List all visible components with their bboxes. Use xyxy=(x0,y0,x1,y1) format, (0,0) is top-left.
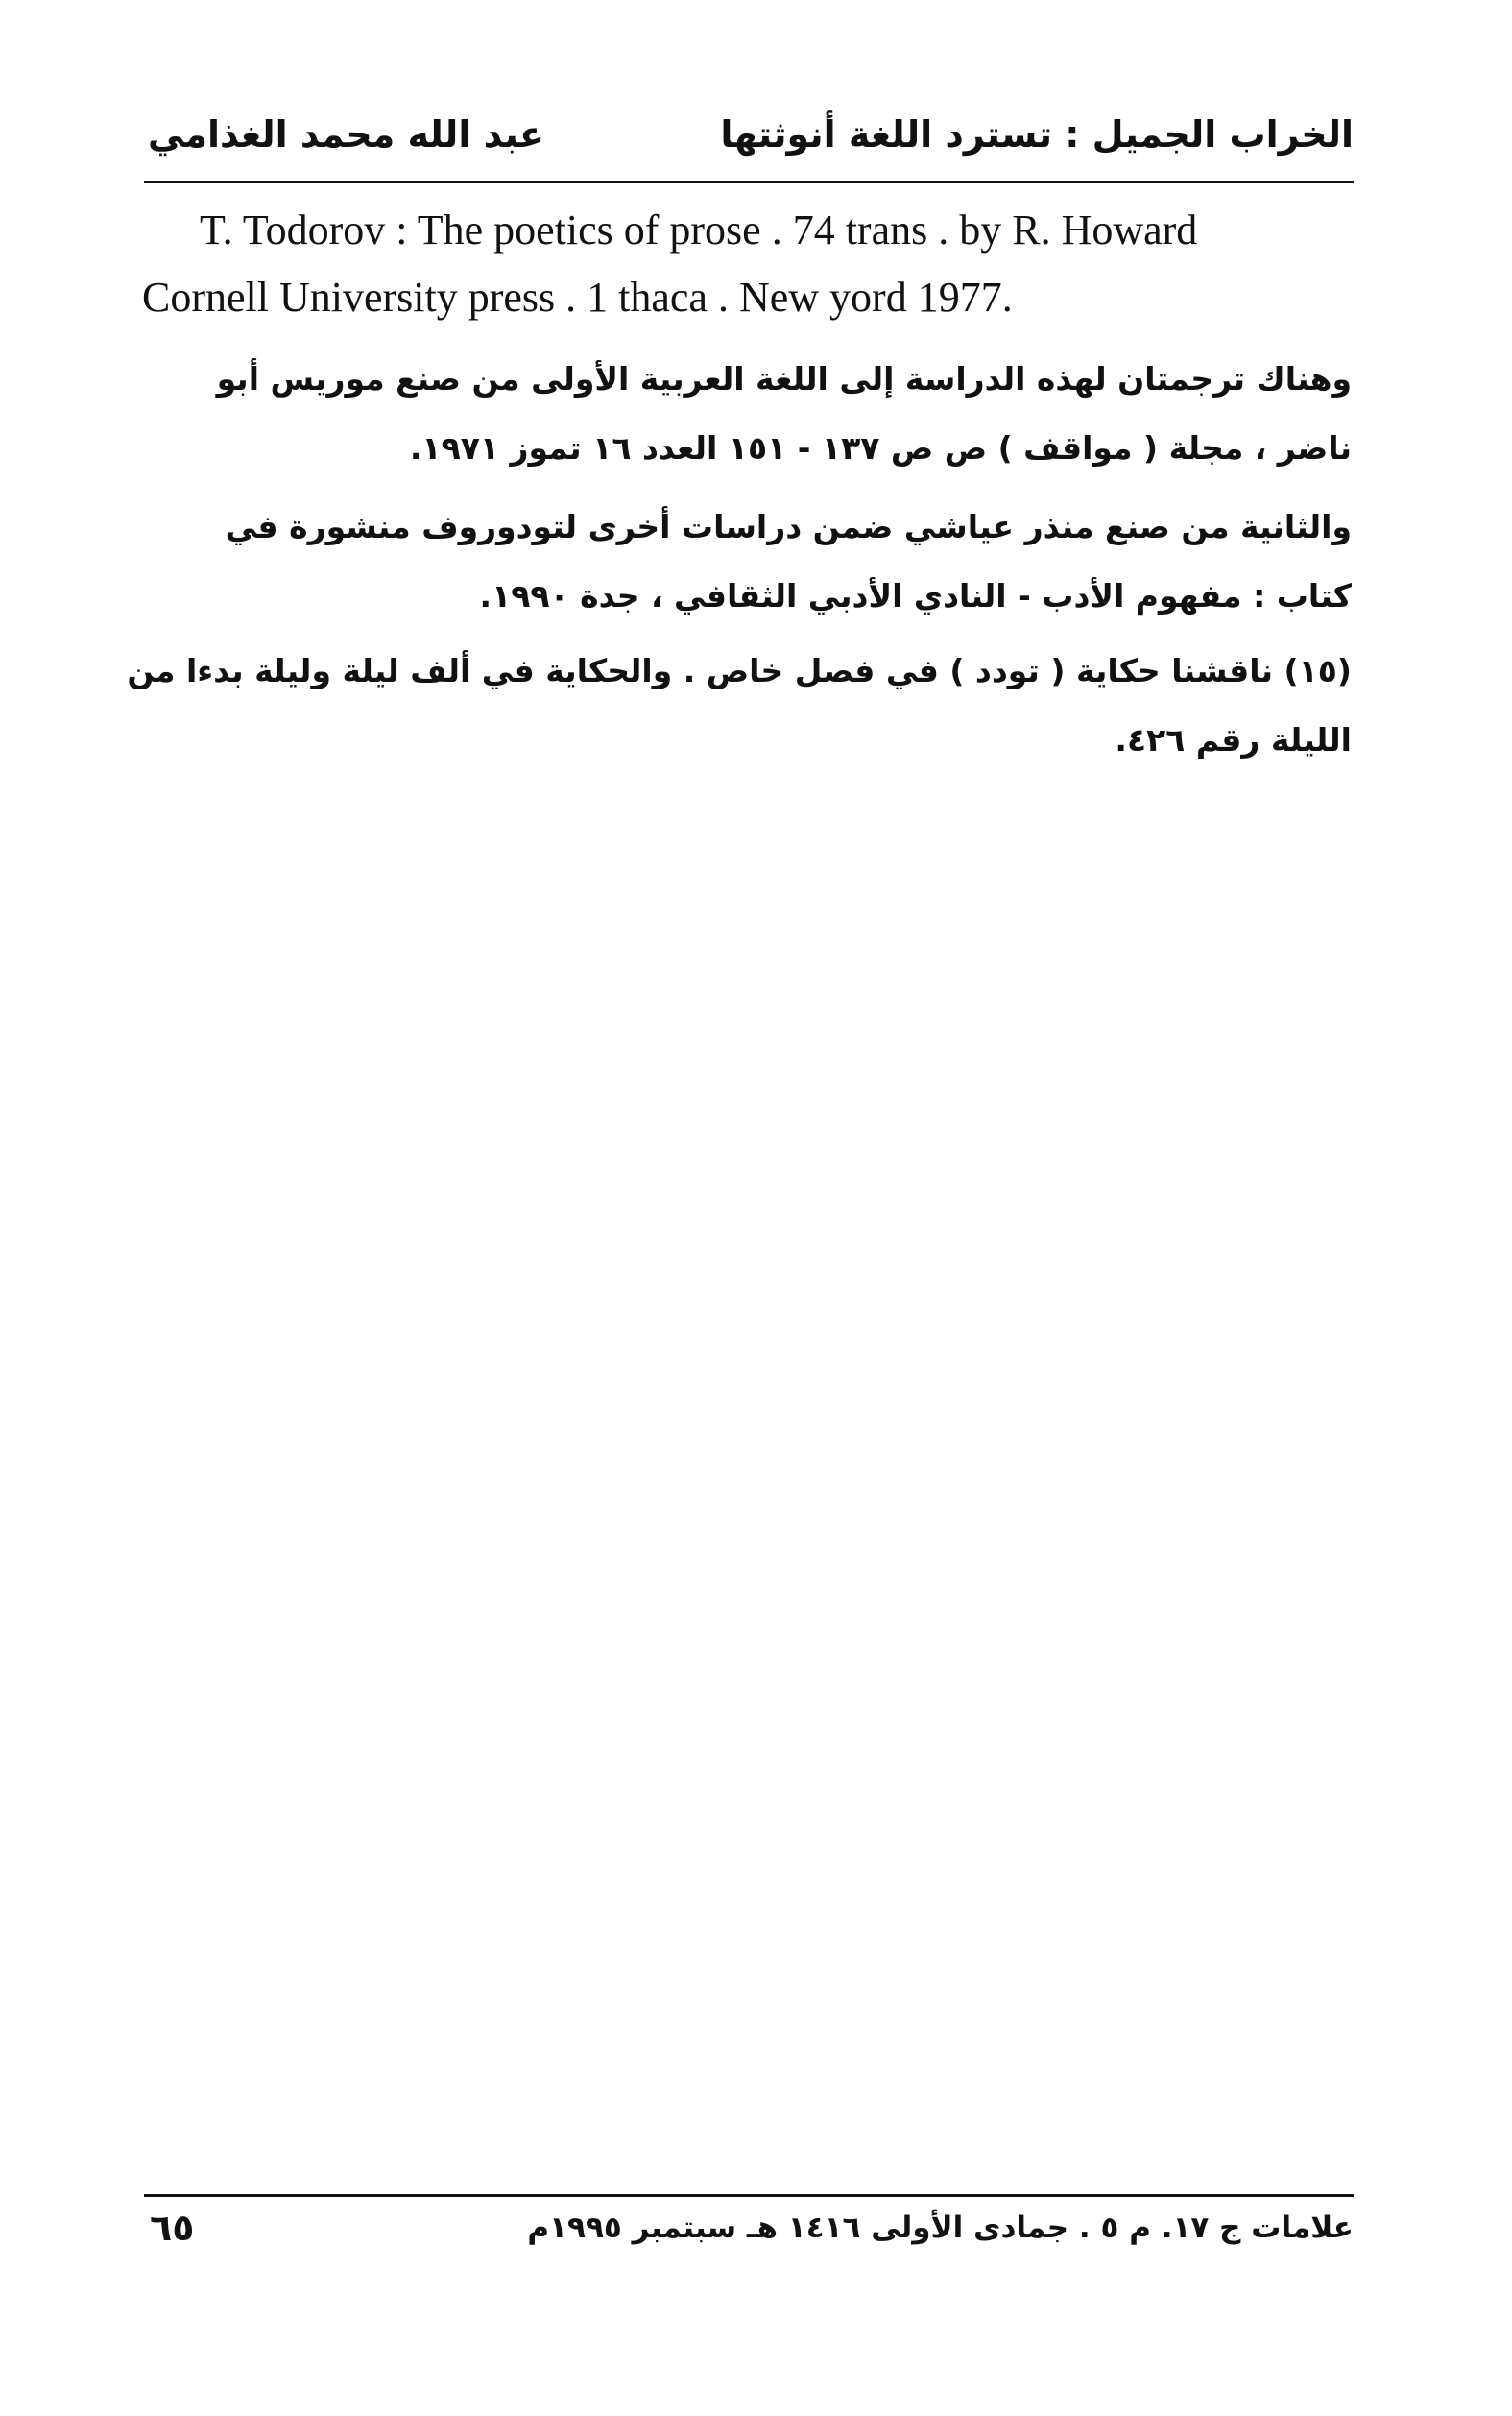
page-footer xyxy=(144,2194,1354,2274)
note-paragraph-second-translation xyxy=(142,493,1352,631)
reference-line-2: Cornell University press . 1 thaca . New yord 1977. xyxy=(142,274,1013,321)
reference-line-1: T. Todorov : The poetics of prose . 74 trans . by R. Howard xyxy=(200,206,1198,254)
header-article-title: الخراب الجميل : تسترد اللغة أنوثتها xyxy=(720,113,1354,156)
note-paragraph-translations xyxy=(142,345,1352,483)
paragraph-line: وهناك ترجمتان لهذه الدراسة إلى اللغة العربية الأولى من صنع موريس أبو xyxy=(216,360,1352,398)
bibliographic-reference xyxy=(142,197,1352,331)
header-author-name: عبد الله محمد الغذامي xyxy=(148,113,544,156)
page-number: ٦٥ xyxy=(150,2207,195,2249)
paragraph-line: الليلة رقم ٤٢٦. xyxy=(1115,721,1352,759)
journal-citation: علامات ج ١٧. م ٥ . جمادى الأولى ١٤١٦ هـ سبتمبر ١٩٩٥م xyxy=(527,2211,1354,2245)
notes-body xyxy=(127,197,1352,775)
running-header xyxy=(144,108,1354,183)
paragraph-line: والثانية من صنع منذر عياشي ضمن دراسات أخرى لتودوروف منشورة في xyxy=(225,508,1352,545)
footnote-15 xyxy=(127,637,1352,775)
paragraph-line: (١٥) ناقشنا حكاية ( تودد ) في فصل خاص . والحكاية في ألف ليلة وليلة بدءا من xyxy=(127,652,1352,689)
paragraph-line: ناضر ، مجلة ( مواقف ) ص ص ١٣٧ - ١٥١ العدد ١٦ تموز ١٩٧١. xyxy=(409,429,1352,467)
paragraph-line: كتاب : مفهوم الأدب - النادي الأدبي الثقافي ، جدة ١٩٩٠. xyxy=(479,577,1352,615)
